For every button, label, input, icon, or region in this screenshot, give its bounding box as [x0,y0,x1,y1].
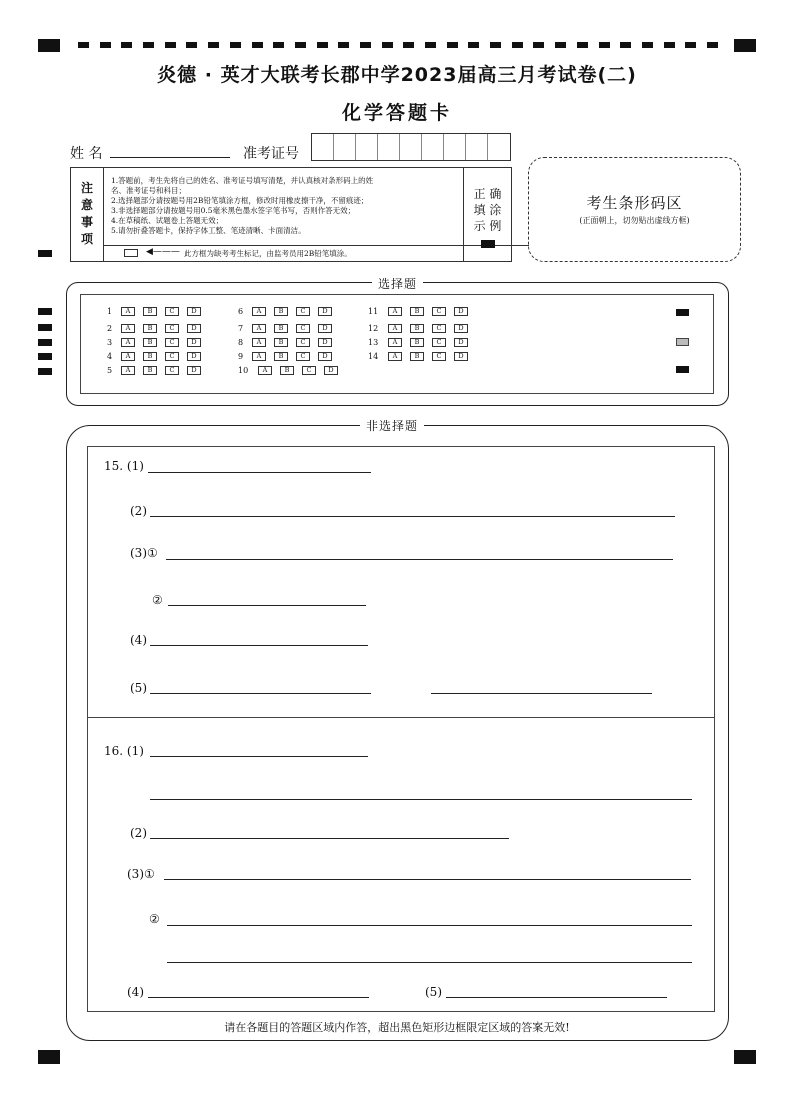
choice-option-9-b[interactable]: B [274,352,288,361]
q15-part3-line[interactable] [166,559,673,560]
fill-example: 正 确 填 涂 示 例 [463,168,511,261]
footer-note: 请在各题目的答题区域内作答，超出黑色矩形边框限定区域的答案无效! [224,1021,570,1034]
choice-question-number: 8 [238,337,244,347]
q15-part5-line-b[interactable] [431,693,652,694]
q15-part2-label: (2) [130,504,147,518]
choice-option-5-d[interactable]: D [187,366,201,375]
choice-option-9-a[interactable]: A [252,352,266,361]
choice-option-14-d[interactable]: D [454,352,468,361]
q15-part4-label: (4) [130,633,147,647]
choice-option-5-a[interactable]: A [121,366,135,375]
choice-question-number: 14 [368,351,379,361]
q15-part1-line[interactable] [148,472,371,473]
q16-part3-line[interactable] [164,879,691,880]
choice-option-5-c[interactable]: C [165,366,179,375]
choice-option-1-c[interactable]: C [165,307,179,316]
choice-question-number: 13 [368,337,379,347]
choice-question-number: 2 [107,323,113,333]
choice-option-6-d[interactable]: D [318,307,332,316]
q15-part4-line[interactable] [150,645,368,646]
choice-question-number: 1 [107,306,113,316]
barcode-note: (正面朝上，切勿贴出虚线方框) [579,216,690,225]
choice-option-9-d[interactable]: D [318,352,332,361]
side-mark [38,339,52,346]
choice-option-14-a[interactable]: A [388,352,402,361]
choice-question-5 [107,365,209,375]
q16-part3-label: (3)① [127,867,155,881]
name-field[interactable] [110,157,230,158]
choice-question-13 [368,337,476,347]
q15-part1-label: 15. (1) [104,459,144,473]
choice-option-1-b[interactable]: B [143,307,157,316]
choice-option-8-a[interactable]: A [252,338,266,347]
choice-question-6 [238,306,340,316]
q16-part3b-line[interactable] [167,925,692,926]
q16-part1-label: 16. (1) [104,744,144,758]
choice-option-10-a[interactable]: A [258,366,272,375]
choice-option-6-a[interactable]: A [252,307,266,316]
choice-question-number: 7 [238,323,244,333]
q16-part3b-label: ② [149,912,160,926]
choice-option-12-b[interactable]: B [410,324,424,333]
arrow-left-icon: ◀——— [146,247,180,257]
q15-part3b-label: ② [152,593,163,607]
choice-question-12 [368,323,476,333]
choice-question-1 [107,306,209,316]
choice-option-3-d[interactable]: D [187,338,201,347]
choice-question-number: 4 [107,351,113,361]
choice-option-3-c[interactable]: C [165,338,179,347]
side-mark [38,308,52,315]
q15-part5-line-a[interactable] [150,693,371,694]
choice-option-2-b[interactable]: B [143,324,157,333]
q15-part5-label: (5) [130,681,147,695]
nonchoice-section-title: 非选择题 [360,417,424,434]
top-timing-track [78,42,718,50]
choice-option-1-d[interactable]: D [187,307,201,316]
side-mark [38,324,52,331]
choice-option-7-d[interactable]: D [318,324,332,333]
choice-question-9 [238,351,340,361]
choice-option-11-a[interactable]: A [388,307,402,316]
exam-title: 炎德 · 英才大联考长郡中学2023届高三月考试卷(二) [157,64,637,86]
q15-part3b-line[interactable] [168,605,366,606]
choice-mark [676,309,689,316]
choice-question-number: 6 [238,306,244,316]
choice-option-9-c[interactable]: C [296,352,310,361]
side-mark [38,353,52,360]
q16-part2-line[interactable] [150,838,509,839]
q16-part1-line-2[interactable] [150,799,692,800]
choice-option-13-c[interactable]: C [432,338,446,347]
choice-option-11-b[interactable]: B [410,307,424,316]
choice-option-8-d[interactable]: D [318,338,332,347]
q16-frame [87,717,715,1012]
choice-question-number: 3 [107,337,113,347]
choice-option-5-b[interactable]: B [143,366,157,375]
choice-option-2-c[interactable]: C [165,324,179,333]
choice-mark-gray [676,338,689,346]
choice-option-8-c[interactable]: C [296,338,310,347]
choice-question-number: 12 [368,323,379,333]
choice-question-2 [107,323,209,333]
choice-question-10 [238,365,346,375]
corner-mark-bottom-left [38,1050,60,1064]
choice-question-number: 10 [238,365,249,375]
notice-rules: 1.答题前，考生先将自己的姓名、准考证号填写清楚，并认真核对条形码上的姓 名、准考证号和科目； 2.选择题部分请按题号用2B铅笔填涂方框，修改时用橡皮擦干净，不留痕迹； 3.非选择题部分请按题号用0.5毫米黑色墨水签字笔书写，否则作答无效； 4.在草稿纸、试题卷上答题无效； 5.请勿折叠答题卡，保持字体工整、笔迹清晰、卡面清洁。 [111,176,374,235]
choice-question-14 [368,351,476,361]
choice-question-number: 5 [107,365,113,375]
choice-option-4-d[interactable]: D [187,352,201,361]
choice-option-3-b[interactable]: B [143,338,157,347]
choice-option-14-b[interactable]: B [410,352,424,361]
name-label: 姓 名 [70,146,103,162]
choice-option-10-d[interactable]: D [324,366,338,375]
choice-question-3 [107,337,209,347]
q15-frame [87,446,715,718]
q16-part4-line[interactable] [148,997,369,998]
choice-option-6-c[interactable]: C [296,307,310,316]
corner-mark-bottom-right [734,1050,756,1064]
choice-question-number: 11 [368,306,379,316]
barcode-area [528,157,741,262]
q15-part2-line[interactable] [150,516,675,517]
choice-section-title: 选择题 [372,275,423,292]
choice-option-2-a[interactable]: A [121,324,135,333]
card-subtitle: 化学答题卡 [341,102,452,124]
choice-option-2-d[interactable]: D [187,324,201,333]
absent-note: 此方框为缺考考生标记，由监考员用2B铅笔填涂。 [184,249,352,258]
choice-question-7 [238,323,340,333]
choice-option-7-c[interactable]: C [296,324,310,333]
q16-part4-label: (4) [127,985,144,999]
exam-id-label: 准考证号 [243,146,299,162]
choice-mark [676,366,689,373]
absent-checkbox[interactable] [124,249,138,257]
choice-option-7-b[interactable]: B [274,324,288,333]
notice-box [70,167,512,262]
choice-option-10-b[interactable]: B [280,366,294,375]
q16-part3b-line-2[interactable] [167,962,692,963]
corner-mark-top-left [38,39,60,52]
choice-option-8-b[interactable]: B [274,338,288,347]
choice-option-11-c[interactable]: C [432,307,446,316]
notice-side-label: 注 意 事 项 [71,168,104,261]
choice-question-8 [238,337,340,347]
choice-option-13-d[interactable]: D [454,338,468,347]
choice-option-1-a[interactable]: A [121,307,135,316]
choice-option-3-a[interactable]: A [121,338,135,347]
filled-box-example [481,240,495,248]
barcode-title: 考生条形码区 [586,194,683,212]
choice-option-14-c[interactable]: C [432,352,446,361]
corner-mark-top-right [734,39,756,52]
choice-option-13-a[interactable]: A [388,338,402,347]
exam-id-boxes[interactable] [311,133,511,161]
q16-part5-line[interactable] [446,997,667,998]
choice-option-4-b[interactable]: B [143,352,157,361]
side-mark [38,368,52,375]
choice-question-4 [107,351,209,361]
choice-option-12-c[interactable]: C [432,324,446,333]
q16-part2-label: (2) [130,826,147,840]
q16-part1-line[interactable] [150,756,368,757]
choice-option-10-c[interactable]: C [302,366,316,375]
choice-option-11-d[interactable]: D [454,307,468,316]
choice-question-11 [368,306,476,316]
choice-option-6-b[interactable]: B [274,307,288,316]
q15-part3-label: (3)① [130,546,158,560]
choice-option-7-a[interactable]: A [252,324,266,333]
choice-question-number: 9 [238,351,244,361]
choice-option-12-a[interactable]: A [388,324,402,333]
choice-option-4-a[interactable]: A [121,352,135,361]
choice-option-4-c[interactable]: C [165,352,179,361]
side-mark [38,250,52,257]
choice-option-13-b[interactable]: B [410,338,424,347]
q16-part5-label: (5) [425,985,442,999]
choice-option-12-d[interactable]: D [454,324,468,333]
